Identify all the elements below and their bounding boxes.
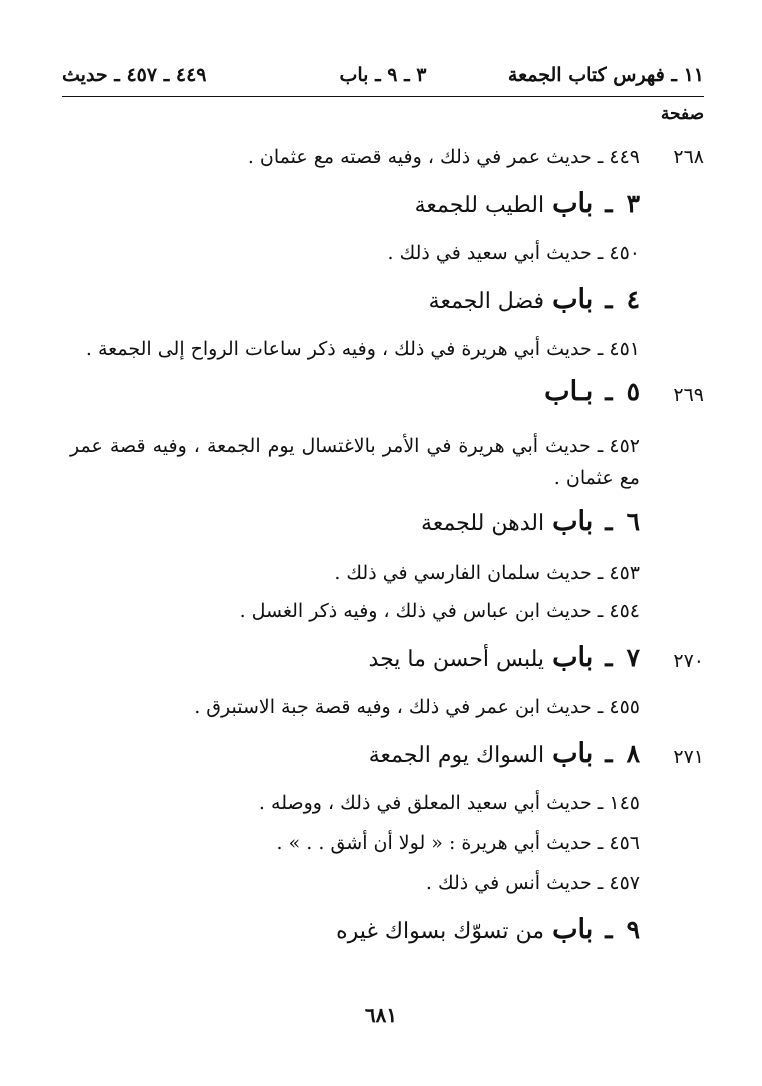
chapter-title: السواك يوم الجمعة [368, 743, 545, 768]
chapter-heading [415, 188, 640, 219]
chapter-number: ٧ [626, 643, 640, 672]
running-header [62, 60, 704, 97]
chapter-title: يلبس أحسن ما يجد [368, 647, 545, 672]
hadith-number: ٤٥١ [609, 338, 640, 360]
chapter-dash: ـ [605, 915, 613, 944]
hadith-entry [240, 600, 640, 622]
hadith-text: ـ حديث أبي سعيد المعلق في ذلك ، ووصله . [258, 792, 604, 814]
hadith-text: ـ حديث أبي سعيد في ذلك . [387, 242, 604, 264]
page-ref: ٢٧٠ [673, 650, 704, 672]
chapter-word: بـاب [544, 376, 594, 407]
chapter-word: باب [552, 506, 594, 537]
chapter-number: ٣ [626, 189, 640, 218]
chapter-dash: ـ [605, 507, 613, 536]
hadith-entry [194, 696, 640, 718]
page-ref: ٢٦٩ [673, 384, 704, 406]
hadith-number: ٤٥٠ [609, 242, 640, 264]
chapter-word: باب [552, 188, 594, 219]
chapter-heading [536, 376, 640, 407]
hadith-number: ١٤٥ [609, 792, 640, 814]
hadith-entry [70, 430, 640, 494]
chapter-word: باب [552, 284, 594, 315]
chapter-word: باب [552, 914, 594, 945]
header-section-range: ٣ ـ ٩ ـ باب [339, 64, 427, 86]
page-ref: ٢٦٨ [673, 146, 704, 168]
chapter-dash: ـ [605, 643, 613, 672]
hadith-text: ـ حديث أبي هريرة في ذلك ، وفيه ذكر ساعات الرواح إلى الجمعة . [85, 338, 604, 360]
hadith-entry [277, 832, 640, 854]
hadith-number: ٤٥٦ [609, 832, 640, 854]
page-column-label: صفحة [660, 104, 704, 124]
header-chapter-title: ١١ ـ فهرس كتاب الجمعة [507, 64, 704, 86]
chapter-heading [429, 284, 640, 315]
chapter-heading [369, 738, 640, 769]
hadith-number: ٤٤٩ [609, 146, 640, 168]
hadith-number: ٤٥٤ [609, 600, 640, 622]
hadith-entry [248, 146, 640, 168]
page-number: ٦٨١ [364, 1003, 398, 1027]
chapter-heading [369, 642, 640, 673]
hadith-number: ٤٥٥ [609, 696, 640, 718]
hadith-text: ـ حديث أبي هريرة في الأمر بالاغتسال يوم الجمعة ، وفيه قصة عمر مع عثمان . [70, 435, 640, 489]
chapter-word: باب [552, 738, 594, 769]
chapter-number: ٤ [626, 285, 640, 314]
hadith-entry [334, 562, 640, 584]
hadith-text: ـ حديث أنس في ذلك . [425, 872, 604, 894]
chapter-title: الطيب للجمعة [414, 193, 545, 218]
chapter-number: ٨ [626, 739, 640, 768]
chapter-dash: ـ [605, 285, 613, 314]
chapter-dash: ـ [605, 739, 613, 768]
chapter-number: ٦ [626, 507, 640, 536]
chapter-heading [336, 914, 640, 945]
hadith-text: ـ حديث ابن عباس في ذلك ، وفيه ذكر الغسل . [239, 600, 604, 622]
hadith-entry [259, 792, 640, 814]
hadith-number: ٤٥٣ [609, 562, 640, 584]
chapter-word: باب [552, 642, 594, 673]
hadith-entry [426, 872, 640, 894]
header-hadith-range: ٤٤٩ ـ ٤٥٧ ـ حديث [62, 64, 207, 86]
chapter-title: من تسوّك بسواك غيره [336, 919, 545, 944]
hadith-text: ـ حديث عمر في ذلك ، وفيه قصته مع عثمان . [247, 146, 604, 168]
chapter-title: الدهن للجمعة [421, 511, 545, 536]
chapter-title: فضل الجمعة [428, 289, 545, 314]
hadith-text: ـ حديث أبي هريرة : « لولا أن أشق . . » . [276, 832, 604, 854]
chapter-dash: ـ [605, 377, 613, 406]
hadith-number: ٤٥٧ [609, 872, 640, 894]
hadith-number: ٤٥٢ [609, 435, 640, 457]
chapter-number: ٥ [626, 377, 640, 406]
chapter-heading [421, 506, 640, 537]
hadith-entry [86, 338, 640, 360]
hadith-entry [387, 242, 640, 264]
hadith-text: ـ حديث ابن عمر في ذلك ، وفيه قصة جبة الاستبرق . [194, 696, 604, 718]
chapter-dash: ـ [605, 189, 613, 218]
page-ref: ٢٧١ [673, 746, 704, 768]
hadith-text: ـ حديث سلمان الفارسي في ذلك . [334, 562, 604, 584]
chapter-number: ٩ [626, 915, 640, 944]
